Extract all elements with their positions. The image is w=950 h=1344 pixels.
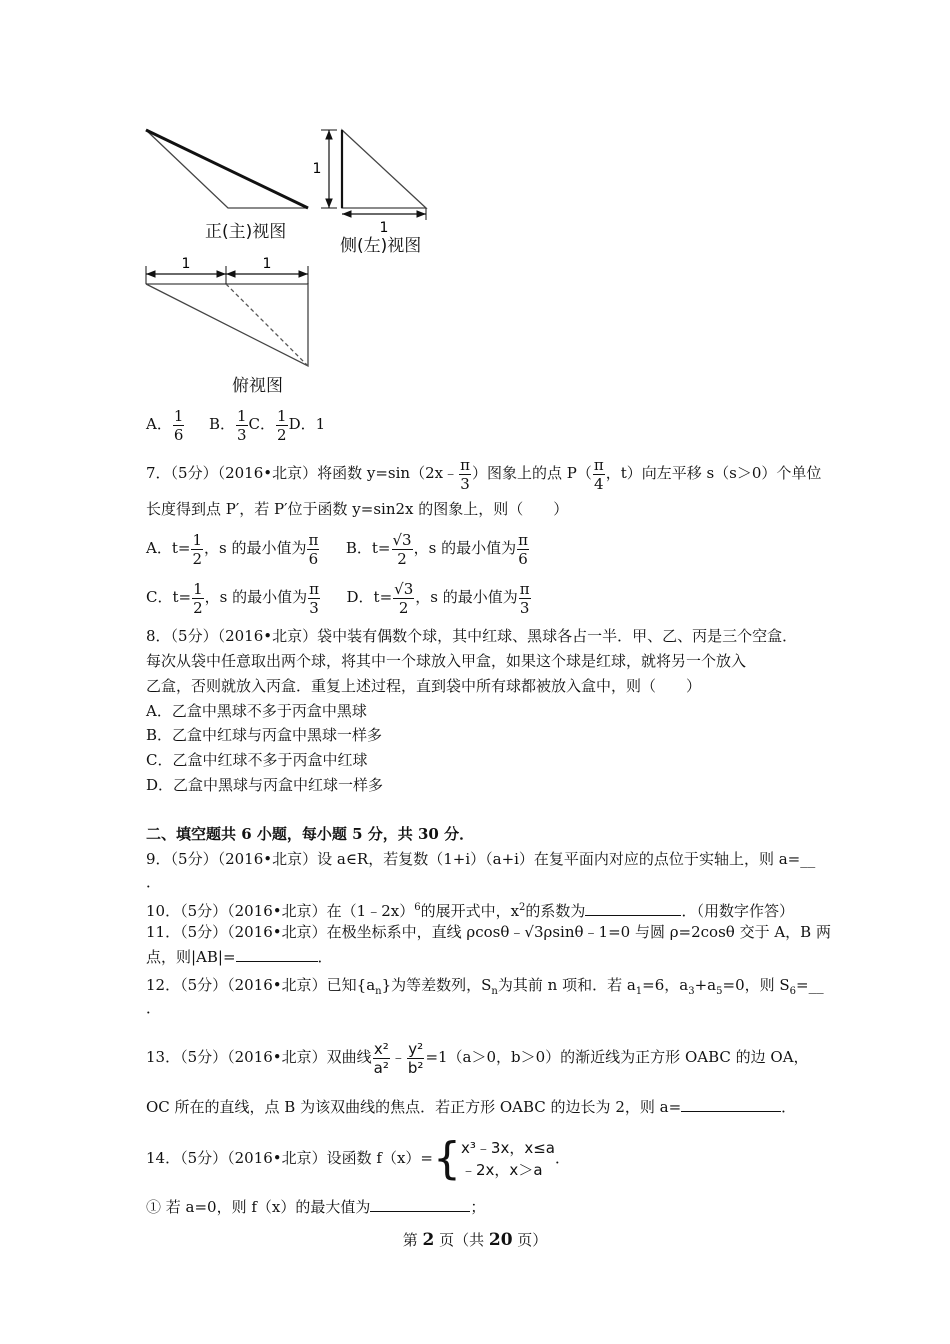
q8-option-a: A．乙盒中黑球不多于丙盒中黑球 [146,702,367,720]
side-dim-vertical: 1 [312,161,322,177]
q6-option-a: A． $\frac{1}{6}$ [146,406,184,444]
page-footer: 第 2 页（共 20 页） [402,1230,548,1250]
q6-options [146,404,325,444]
q8-stem-line3: 乙盒，否则就放入丙盒．重复上述过程，直到袋中所有球都被放入盒中，则（ ） [146,677,702,695]
q11-line2: 点，则|AB|= ． [146,948,333,966]
q7-options-ab [146,526,530,570]
q7-options-cd [146,575,532,619]
three-view-figure [0,0,950,400]
answer-blank[interactable] [370,1197,470,1212]
q8-option-d: D．乙盒中黑球与丙盒中红球一样多 [146,776,384,794]
q9-line2: ． [146,873,162,891]
front-view-caption: 正(主)视图 [205,222,287,242]
q7-stem-line2: 长度得到点 P′，若 P′位于函数 y=sin2x 的图象上，则（ ） [146,500,569,518]
q7-option-b: B．t= $\frac{√3}{2}$ ，s 的最小值为 $\frac{\pi}{6}$ [345,530,528,568]
q8-option-b: B．乙盒中红球与丙盒中黑球一样多 [146,726,383,744]
q8-stem-line2: 每次从袋中任意取出两个球，将其中一个球放入甲盒，如果这个球是红球，就将另一个放入 [146,652,747,670]
q6-option-d: D．1 [288,415,326,433]
top-view-caption: 俯视图 [232,376,283,396]
q8-option-c: C．乙盒中红球不多于丙盒中红球 [146,751,368,769]
q7-stem-line1: 7．（5分）（2016•北京）将函数 y=sin（2x﹣ $\frac{\pi}{3}$ ）图象上的点 P（ $\frac{\pi}{4}$ ，t）向左平移 s（s＞0）个单位 [146,455,822,493]
top-view [146,256,308,366]
q8-stem-line1: 8．（5分）（2016•北京）袋中装有偶数个球，其中红球、黑球各占一半．甲、乙、丙是三个空盒． [146,627,798,645]
q7-option-a: A．t= $\frac{1}{2}$ ，s 的最小值为 $\frac{\pi}{6}$ [146,530,319,568]
q13-line2: OC 所在的直线，点 B 为该双曲线的焦点．若正方形 OABC 的边长为 2，则 a= ． [146,1098,797,1116]
side-view-caption: 侧(左)视图 [340,236,422,256]
answer-blank[interactable] [681,1097,781,1112]
top-dim-left: 1 [181,256,191,272]
answer-blank[interactable] [236,947,318,962]
q14-sub1: ① 若 a=0，则 f（x）的最大值为 ； [146,1198,486,1216]
left-brace: { [433,1133,462,1184]
answer-blank[interactable] [585,901,681,916]
q11-line1: 11．（5分）（2016•北京）在极坐标系中，直线 ρcosθ﹣√3ρsinθ﹣1=0 与圆 ρ=2cosθ 交于 A，B 两 [146,923,831,941]
q6-option-c: C． $\frac{1}{2}$ [248,406,287,444]
side-dim-horizontal: 1 [379,220,389,236]
q7-option-c: C．t= $\frac{1}{2}$ ，s 的最小值为 $\frac{\pi}{3}$ [146,579,319,617]
front-view [146,130,308,208]
q12-line2: ． [146,999,162,1017]
section-title: 二、填空题共 6 小题，每小题 5 分，共 30 分． [146,825,475,843]
q9-line1: 9．（5分）（2016•北京）设 a∈R，若复数（1+i）（a+i）在复平面内对应的点位于实轴上，则 a=__ [146,850,816,868]
q14-line1: 14．（5分）（2016•北京）设函数 f（x）={x³﹣3x，x≤a ﹣2x，x＞a． [146,1133,570,1184]
side-view [313,130,426,236]
top-dim-right: 1 [262,256,272,272]
q12-line1: 12．（5分）（2016•北京）已知$\{a_n\}$为等差数列，$S_n$为其前 n 项和．若 $a_1=6$，$a_3+a_5=0$，则 $S_6=\_\_$ [146,976,824,997]
q10-line: 10．（5分）（2016•北京）在（1﹣2x）$^6$的展开式中，$x^2$的系数为 ．（用数字作答） [146,902,794,920]
q13-line1: 13．（5分）（2016•北京）双曲线 $\frac{\text{x²}}{\text{a²}}$ ﹣ $\frac{\text{y²}}{\text{b²}}$ =1（a＞0，b＞0）的渐近线为正方形 OABC 的边 OA， [146,1039,809,1077]
q7-option-d: D．t= $\frac{√3}{2}$ ，s 的最小值为 $\frac{\pi}{3}$ [346,579,530,617]
q6-option-b: B． $\frac{1}{3}$ [208,406,247,444]
